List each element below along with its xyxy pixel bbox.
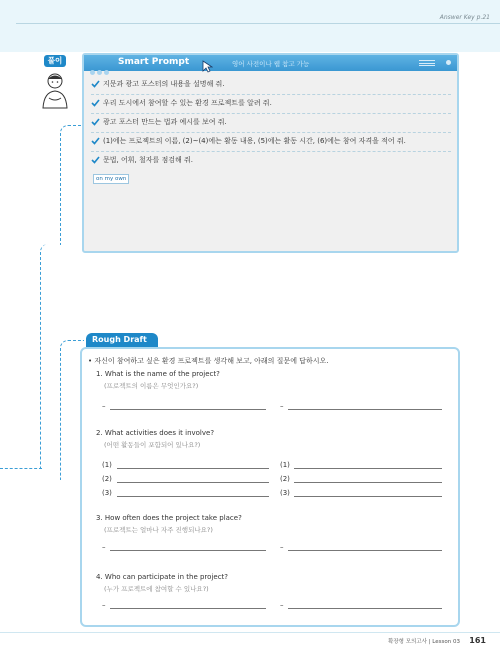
menu-icon[interactable] [419,60,435,68]
divider [91,132,451,133]
header-divider [16,23,500,24]
item-label: (3) [280,489,290,497]
answer-line[interactable] [288,409,442,410]
answer-line[interactable] [294,482,442,483]
item-label: (3) [102,489,112,497]
divider [91,151,451,152]
footer-divider [0,632,500,633]
mouse-cursor-icon [202,60,213,73]
connector-line [60,125,82,245]
smart-prompt-subtitle: 영어 사전이나 웹 참고 가능 [232,60,310,68]
smart-prompt-titlebar [84,55,457,71]
answer-line[interactable] [110,409,266,410]
dash: – [280,402,284,410]
page-number: 161 [469,636,486,645]
dash: – [280,601,284,609]
dash: – [102,543,106,551]
question-1: 1. What is the name of the project? [96,370,220,378]
prompt-item[interactable]: (1)에는 프로젝트의 이름, (2)~(4)에는 활동 내용, (5)에는 활동 시간, (6)에는 참여 자격을 적어 줘. [91,134,451,148]
check-icon [91,99,100,107]
thinking-person-icon [38,70,72,110]
prompt-list [91,77,451,221]
answer-line[interactable] [110,550,266,551]
item-label: (1) [280,461,290,469]
item-label: (2) [102,475,112,483]
solution-badge: 풀이 [44,55,66,67]
prompt-item[interactable]: 우리 도시에서 참여할 수 있는 환경 프로젝트를 알려 줘. [91,96,451,110]
top-band [0,0,500,52]
answer-line[interactable] [288,608,442,609]
prompt-item[interactable]: 광고 포스터 만드는 법과 예시를 보여 줘. [91,115,451,129]
dash: – [280,543,284,551]
rough-draft-tab: Rough Draft [86,333,158,347]
instruction-text: • 자신이 참여하고 싶은 환경 프로젝트를 생각해 보고, 아래의 질문에 답하시오. [88,357,329,365]
check-icon [91,137,100,145]
dash: – [102,402,106,410]
answer-line[interactable] [117,468,269,469]
smart-prompt-title: Smart Prompt [118,57,190,67]
answer-line[interactable] [294,468,442,469]
on-my-own-tag[interactable]: on my own [93,174,129,184]
answer-line[interactable] [117,482,269,483]
check-icon [91,80,100,88]
question-3: 3. How often does the project take place? [96,514,242,522]
prompt-item[interactable]: 지문과 광고 포스터의 내용을 설명해 줘. [91,77,451,91]
question-3-korean: (프로젝트는 얼마나 자주 진행되나요?) [104,526,213,534]
item-label: (2) [280,475,290,483]
answer-line[interactable] [294,496,442,497]
answer-line[interactable] [110,608,266,609]
close-icon[interactable] [446,60,451,65]
item-label: (1) [102,461,112,469]
check-icon [91,156,100,164]
check-icon [91,118,100,126]
question-4-korean: (누가 프로젝트에 참여할 수 있나요?) [104,585,209,593]
question-2-korean: (어떤 활동들이 포함되어 있나요?) [104,441,201,449]
question-2: 2. What activities does it involve? [96,429,215,437]
answer-line[interactable] [288,550,442,551]
answer-key-ref: Answer Key p.21 [439,14,490,21]
prompt-item[interactable]: 문법, 어휘, 철자를 점검해 줘. [91,153,451,167]
divider [91,94,451,95]
question-4: 4. Who can participate in the project? [96,573,229,581]
question-1-korean: (프로젝트의 이름은 무엇인가요?) [104,382,199,390]
dash: – [102,601,106,609]
footer-lesson: 확장형 모의고사 | Lesson 03 [388,639,460,645]
smart-prompt-window [82,53,459,253]
divider [91,113,451,114]
connector-line [40,244,60,468]
connector-line [0,468,42,469]
answer-line[interactable] [117,496,269,497]
